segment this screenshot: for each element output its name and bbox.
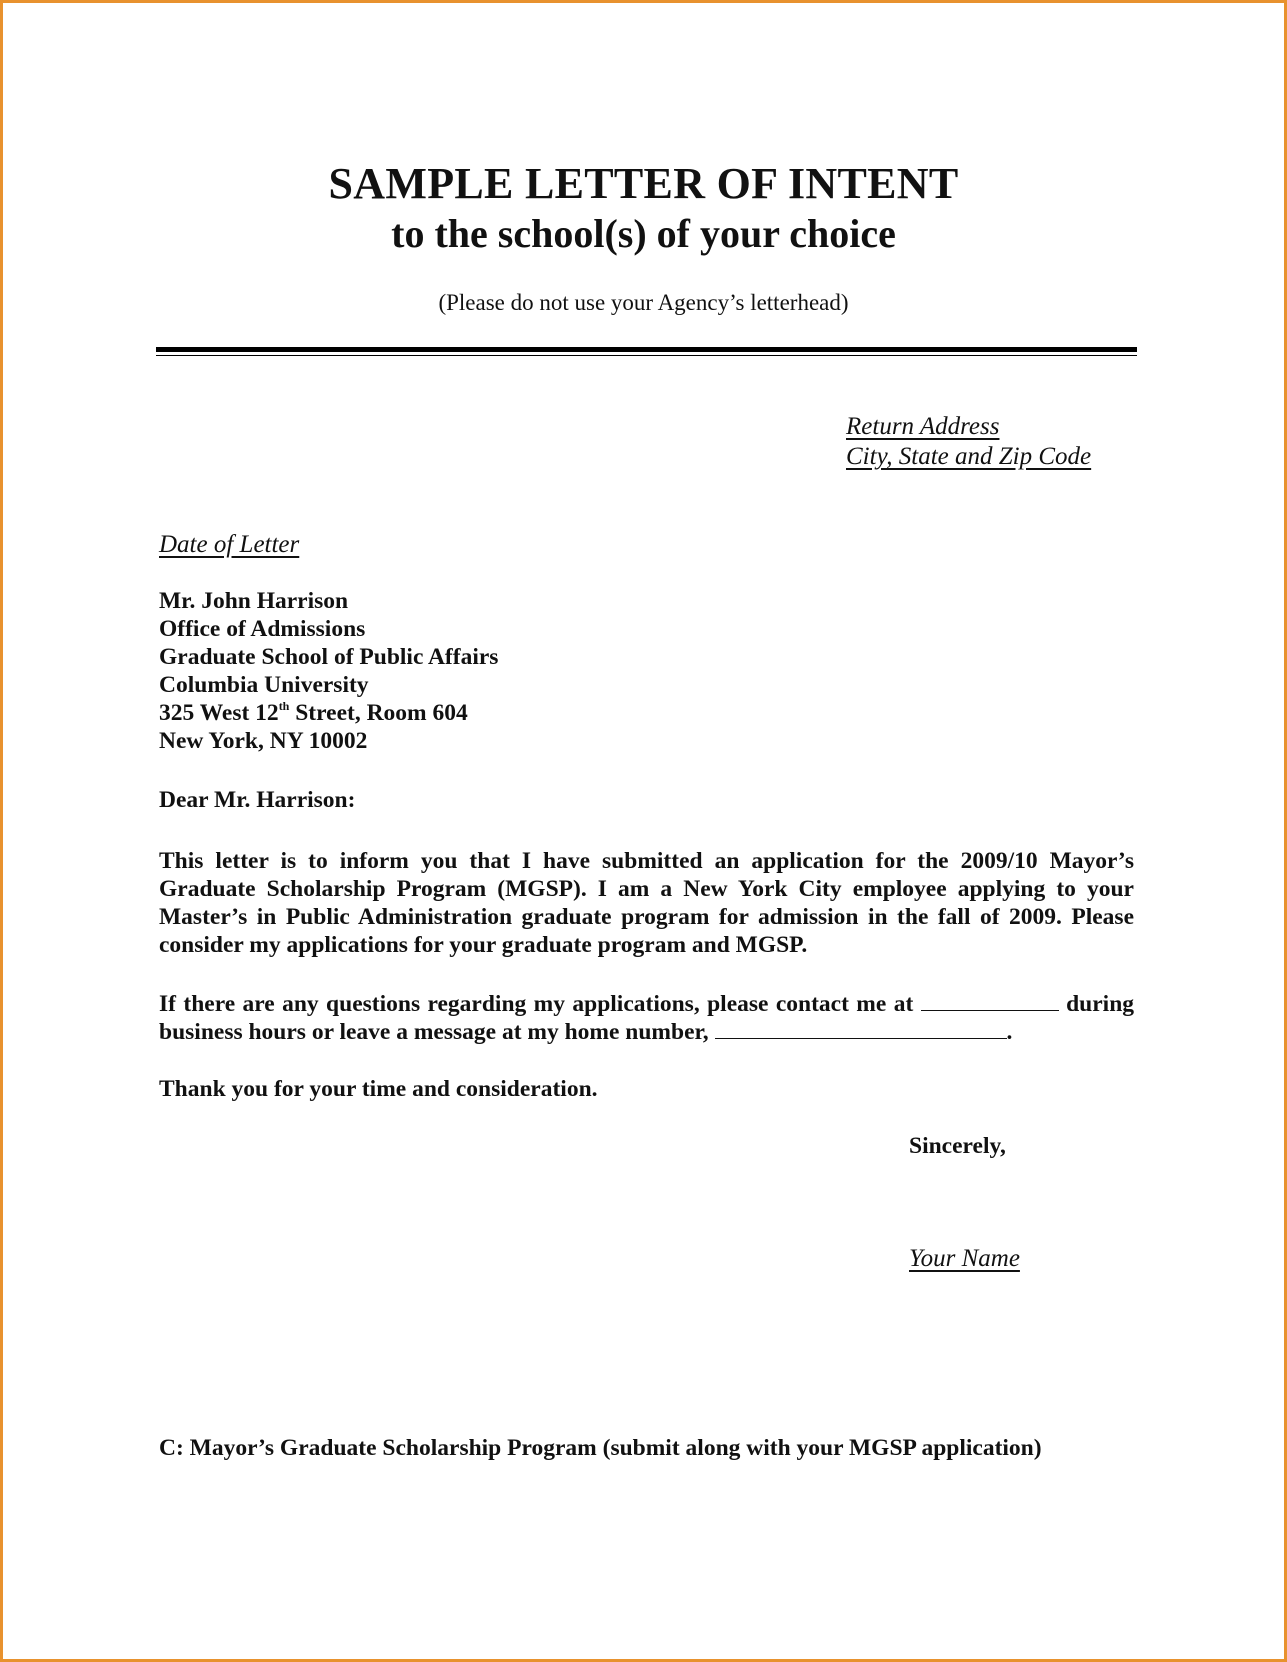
return-address-line: Return Address: [846, 413, 1000, 440]
page-title: SAMPLE LETTER OF INTENT: [328, 159, 959, 208]
street-prefix: 325 West 12: [159, 700, 279, 726]
work-phone-blank: [921, 992, 1059, 1011]
body-paragraph-2: [159, 990, 1134, 1046]
recipient-name: Mr. John Harrison: [159, 588, 349, 614]
contact-text-2: during business hours or leave a message at my home number,: [159, 991, 1135, 1045]
salutation: Dear Mr. Harrison:: [159, 787, 356, 813]
header-divider-thin: [156, 355, 1137, 356]
home-phone-blank: [715, 1020, 1007, 1039]
cc-line: C: Mayor’s Graduate Scholarship Program (submit along with your MGSP application): [159, 1435, 1042, 1461]
recipient-address: [159, 587, 498, 755]
header-divider-thick: [156, 347, 1137, 352]
contact-text-end: .: [1006, 1019, 1013, 1045]
body-paragraph-1: This letter is to inform you that I have submitted an application for the 2009/10 Mayor’s Graduate Scholarship Program (MGSP). I am a New York City employee applying to your Master’s in Public Administration graduate program for admission in the fall of 2009. Please consider my applications for your graduate program and MGSP.: [159, 848, 1134, 958]
page-subtitle: to the school(s) of your choice: [391, 211, 896, 256]
recipient-school: Graduate School of Public Affairs: [159, 644, 499, 670]
recipient-university: Columbia University: [159, 672, 369, 698]
closing: Sincerely,: [909, 1133, 1006, 1159]
street-suffix: Street, Room 604: [289, 700, 468, 726]
recipient-city: New York, NY 10002: [159, 728, 368, 754]
thank-you-line: Thank you for your time and consideration.: [159, 1076, 598, 1102]
street-ordinal: th: [278, 699, 290, 713]
letterhead-note: (Please do not use your Agency’s letterhead): [438, 290, 849, 315]
contact-text-1: If there are any questions regarding my applications, please contact me at: [159, 991, 914, 1017]
signature-name: Your Name: [909, 1245, 1020, 1272]
date-of-letter: Date of Letter: [159, 531, 300, 558]
recipient-street: [159, 699, 498, 727]
city-state-zip-line: City, State and Zip Code: [846, 443, 1092, 470]
recipient-office: Office of Admissions: [159, 616, 366, 642]
